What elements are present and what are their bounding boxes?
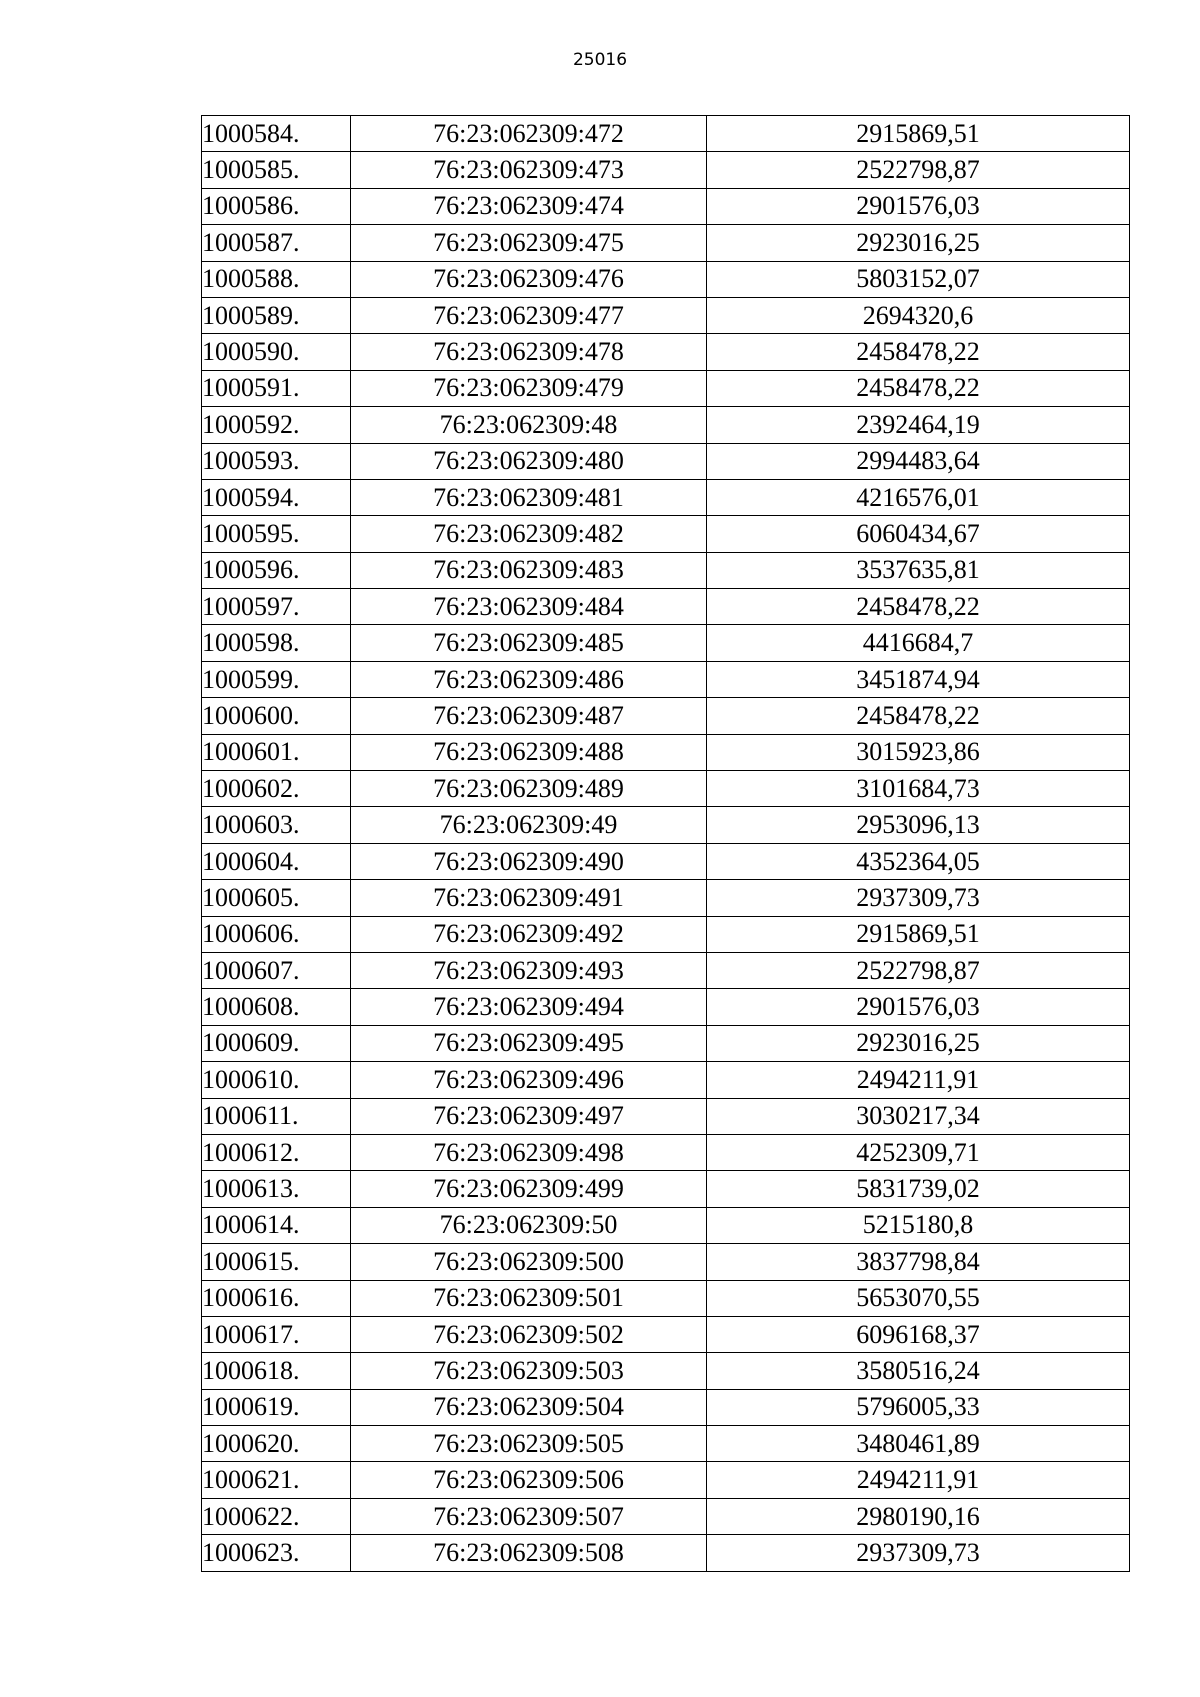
cadastral-number-cell: 76:23:062309:495 xyxy=(351,1025,707,1061)
row-number-cell: 1000587. xyxy=(202,225,351,261)
table-row xyxy=(202,1462,1130,1498)
cadastral-value-cell: 2937309,73 xyxy=(707,880,1130,916)
table-row xyxy=(202,552,1130,588)
row-number-cell: 1000620. xyxy=(202,1426,351,1462)
cadastral-value-cell: 2901576,03 xyxy=(707,188,1130,224)
row-number-cell: 1000595. xyxy=(202,516,351,552)
cadastral-number-cell: 76:23:062309:500 xyxy=(351,1244,707,1280)
row-number-cell: 1000617. xyxy=(202,1316,351,1352)
row-number-cell: 1000590. xyxy=(202,334,351,370)
cadastral-value-cell: 2458478,22 xyxy=(707,698,1130,734)
table-row xyxy=(202,297,1130,333)
table-row xyxy=(202,989,1130,1025)
row-number-cell: 1000610. xyxy=(202,1062,351,1098)
cadastral-number-cell: 76:23:062309:476 xyxy=(351,261,707,297)
cadastral-value-cell: 2915869,51 xyxy=(707,916,1130,952)
cadastral-number-cell: 76:23:062309:480 xyxy=(351,443,707,479)
table-row xyxy=(202,661,1130,697)
row-number-cell: 1000613. xyxy=(202,1171,351,1207)
cadastral-value-cell: 2458478,22 xyxy=(707,370,1130,406)
table-row xyxy=(202,225,1130,261)
row-number-cell: 1000589. xyxy=(202,297,351,333)
row-number-cell: 1000591. xyxy=(202,370,351,406)
row-number-cell: 1000614. xyxy=(202,1207,351,1243)
cadastral-value-cell: 2494211,91 xyxy=(707,1462,1130,1498)
row-number-cell: 1000601. xyxy=(202,734,351,770)
cadastral-value-cell: 2522798,87 xyxy=(707,952,1130,988)
cadastral-value-cell: 2494211,91 xyxy=(707,1062,1130,1098)
cadastral-value-cell: 3030217,34 xyxy=(707,1098,1130,1134)
cadastral-value-cell: 2915869,51 xyxy=(707,116,1130,152)
cadastral-value-cell: 3837798,84 xyxy=(707,1244,1130,1280)
cadastral-number-cell: 76:23:062309:494 xyxy=(351,989,707,1025)
table-row xyxy=(202,1062,1130,1098)
cadastral-number-cell: 76:23:062309:490 xyxy=(351,843,707,879)
table-row xyxy=(202,1535,1130,1571)
cadastral-number-cell: 76:23:062309:487 xyxy=(351,698,707,734)
cadastral-value-cell: 3537635,81 xyxy=(707,552,1130,588)
cadastral-value-cell: 5803152,07 xyxy=(707,261,1130,297)
row-number-cell: 1000602. xyxy=(202,771,351,807)
cadastral-value-cell: 5653070,55 xyxy=(707,1280,1130,1316)
table-row xyxy=(202,916,1130,952)
cadastral-value-cell: 5796005,33 xyxy=(707,1389,1130,1425)
row-number-cell: 1000586. xyxy=(202,188,351,224)
cadastral-value-table xyxy=(201,115,1130,1572)
cadastral-value-cell: 2458478,22 xyxy=(707,589,1130,625)
row-number-cell: 1000584. xyxy=(202,116,351,152)
cadastral-number-cell: 76:23:062309:498 xyxy=(351,1134,707,1170)
cadastral-number-cell: 76:23:062309:491 xyxy=(351,880,707,916)
cadastral-value-cell: 2392464,19 xyxy=(707,407,1130,443)
cadastral-value-cell: 2923016,25 xyxy=(707,225,1130,261)
table-row xyxy=(202,1353,1130,1389)
table-row xyxy=(202,1171,1130,1207)
cadastral-value-cell: 3580516,24 xyxy=(707,1353,1130,1389)
cadastral-number-cell: 76:23:062309:485 xyxy=(351,625,707,661)
cadastral-number-cell: 76:23:062309:505 xyxy=(351,1426,707,1462)
table-row xyxy=(202,698,1130,734)
table-row xyxy=(202,1280,1130,1316)
row-number-cell: 1000619. xyxy=(202,1389,351,1425)
table-row xyxy=(202,370,1130,406)
table-row xyxy=(202,1025,1130,1061)
row-number-cell: 1000621. xyxy=(202,1462,351,1498)
table-row xyxy=(202,407,1130,443)
cadastral-number-cell: 76:23:062309:501 xyxy=(351,1280,707,1316)
table-row xyxy=(202,1389,1130,1425)
row-number-cell: 1000588. xyxy=(202,261,351,297)
cadastral-value-cell: 5215180,8 xyxy=(707,1207,1130,1243)
cadastral-value-cell: 3101684,73 xyxy=(707,771,1130,807)
row-number-cell: 1000607. xyxy=(202,952,351,988)
row-number-cell: 1000599. xyxy=(202,661,351,697)
cadastral-value-cell: 2953096,13 xyxy=(707,807,1130,843)
table-row xyxy=(202,261,1130,297)
table-row xyxy=(202,1316,1130,1352)
cadastral-number-cell: 76:23:062309:496 xyxy=(351,1062,707,1098)
row-number-cell: 1000606. xyxy=(202,916,351,952)
table-row xyxy=(202,1098,1130,1134)
row-number-cell: 1000618. xyxy=(202,1353,351,1389)
cadastral-value-cell: 3451874,94 xyxy=(707,661,1130,697)
cadastral-number-cell: 76:23:062309:474 xyxy=(351,188,707,224)
row-number-cell: 1000611. xyxy=(202,1098,351,1134)
cadastral-value-cell: 2694320,6 xyxy=(707,297,1130,333)
cadastral-number-cell: 76:23:062309:497 xyxy=(351,1098,707,1134)
row-number-cell: 1000612. xyxy=(202,1134,351,1170)
cadastral-number-cell: 76:23:062309:482 xyxy=(351,516,707,552)
table-row xyxy=(202,334,1130,370)
cadastral-value-cell: 2458478,22 xyxy=(707,334,1130,370)
row-number-cell: 1000592. xyxy=(202,407,351,443)
cadastral-value-cell: 2923016,25 xyxy=(707,1025,1130,1061)
cadastral-value-cell: 3480461,89 xyxy=(707,1426,1130,1462)
table-row xyxy=(202,1498,1130,1534)
table-row xyxy=(202,152,1130,188)
cadastral-number-cell: 76:23:062309:499 xyxy=(351,1171,707,1207)
cadastral-value-cell: 5831739,02 xyxy=(707,1171,1130,1207)
cadastral-value-cell: 4216576,01 xyxy=(707,479,1130,515)
row-number-cell: 1000596. xyxy=(202,552,351,588)
cadastral-number-cell: 76:23:062309:479 xyxy=(351,370,707,406)
table-row xyxy=(202,843,1130,879)
table-row xyxy=(202,807,1130,843)
row-number-cell: 1000593. xyxy=(202,443,351,479)
cadastral-number-cell: 76:23:062309:478 xyxy=(351,334,707,370)
cadastral-number-cell: 76:23:062309:473 xyxy=(351,152,707,188)
row-number-cell: 1000622. xyxy=(202,1498,351,1534)
row-number-cell: 1000608. xyxy=(202,989,351,1025)
table-row xyxy=(202,589,1130,625)
row-number-cell: 1000605. xyxy=(202,880,351,916)
table-row xyxy=(202,1426,1130,1462)
cadastral-number-cell: 76:23:062309:49 xyxy=(351,807,707,843)
cadastral-number-cell: 76:23:062309:508 xyxy=(351,1535,707,1571)
cadastral-value-cell: 2937309,73 xyxy=(707,1535,1130,1571)
cadastral-number-cell: 76:23:062309:481 xyxy=(351,479,707,515)
cadastral-number-cell: 76:23:062309:504 xyxy=(351,1389,707,1425)
cadastral-number-cell: 76:23:062309:507 xyxy=(351,1498,707,1534)
table-row xyxy=(202,771,1130,807)
cadastral-value-cell: 4416684,7 xyxy=(707,625,1130,661)
cadastral-number-cell: 76:23:062309:48 xyxy=(351,407,707,443)
row-number-cell: 1000615. xyxy=(202,1244,351,1280)
cadastral-value-cell: 6096168,37 xyxy=(707,1316,1130,1352)
page-number: 25016 xyxy=(572,50,628,70)
row-number-cell: 1000616. xyxy=(202,1280,351,1316)
row-number-cell: 1000598. xyxy=(202,625,351,661)
table-body xyxy=(202,116,1130,1572)
row-number-cell: 1000609. xyxy=(202,1025,351,1061)
row-number-cell: 1000597. xyxy=(202,589,351,625)
cadastral-number-cell: 76:23:062309:506 xyxy=(351,1462,707,1498)
row-number-cell: 1000623. xyxy=(202,1535,351,1571)
cadastral-value-cell: 2980190,16 xyxy=(707,1498,1130,1534)
table-row xyxy=(202,443,1130,479)
cadastral-number-cell: 76:23:062309:489 xyxy=(351,771,707,807)
cadastral-number-cell: 76:23:062309:493 xyxy=(351,952,707,988)
cadastral-value-cell: 2522798,87 xyxy=(707,152,1130,188)
cadastral-number-cell: 76:23:062309:477 xyxy=(351,297,707,333)
table-row xyxy=(202,188,1130,224)
row-number-cell: 1000603. xyxy=(202,807,351,843)
cadastral-value-cell: 4252309,71 xyxy=(707,1134,1130,1170)
cadastral-number-cell: 76:23:062309:488 xyxy=(351,734,707,770)
table-row xyxy=(202,952,1130,988)
cadastral-number-cell: 76:23:062309:502 xyxy=(351,1316,707,1352)
table-row xyxy=(202,1207,1130,1243)
table-row xyxy=(202,479,1130,515)
cadastral-number-cell: 76:23:062309:475 xyxy=(351,225,707,261)
table-row xyxy=(202,880,1130,916)
cadastral-number-cell: 76:23:062309:472 xyxy=(351,116,707,152)
table-row xyxy=(202,1134,1130,1170)
row-number-cell: 1000594. xyxy=(202,479,351,515)
table-row xyxy=(202,116,1130,152)
row-number-cell: 1000604. xyxy=(202,843,351,879)
cadastral-number-cell: 76:23:062309:483 xyxy=(351,552,707,588)
cadastral-number-cell: 76:23:062309:486 xyxy=(351,661,707,697)
row-number-cell: 1000600. xyxy=(202,698,351,734)
table-row xyxy=(202,734,1130,770)
table-row xyxy=(202,1244,1130,1280)
table-row xyxy=(202,516,1130,552)
cadastral-number-cell: 76:23:062309:484 xyxy=(351,589,707,625)
cadastral-value-cell: 3015923,86 xyxy=(707,734,1130,770)
cadastral-value-cell: 2994483,64 xyxy=(707,443,1130,479)
cadastral-number-cell: 76:23:062309:50 xyxy=(351,1207,707,1243)
cadastral-value-cell: 2901576,03 xyxy=(707,989,1130,1025)
row-number-cell: 1000585. xyxy=(202,152,351,188)
cadastral-value-cell: 6060434,67 xyxy=(707,516,1130,552)
table-row xyxy=(202,625,1130,661)
cadastral-value-cell: 4352364,05 xyxy=(707,843,1130,879)
cadastral-number-cell: 76:23:062309:492 xyxy=(351,916,707,952)
cadastral-number-cell: 76:23:062309:503 xyxy=(351,1353,707,1389)
